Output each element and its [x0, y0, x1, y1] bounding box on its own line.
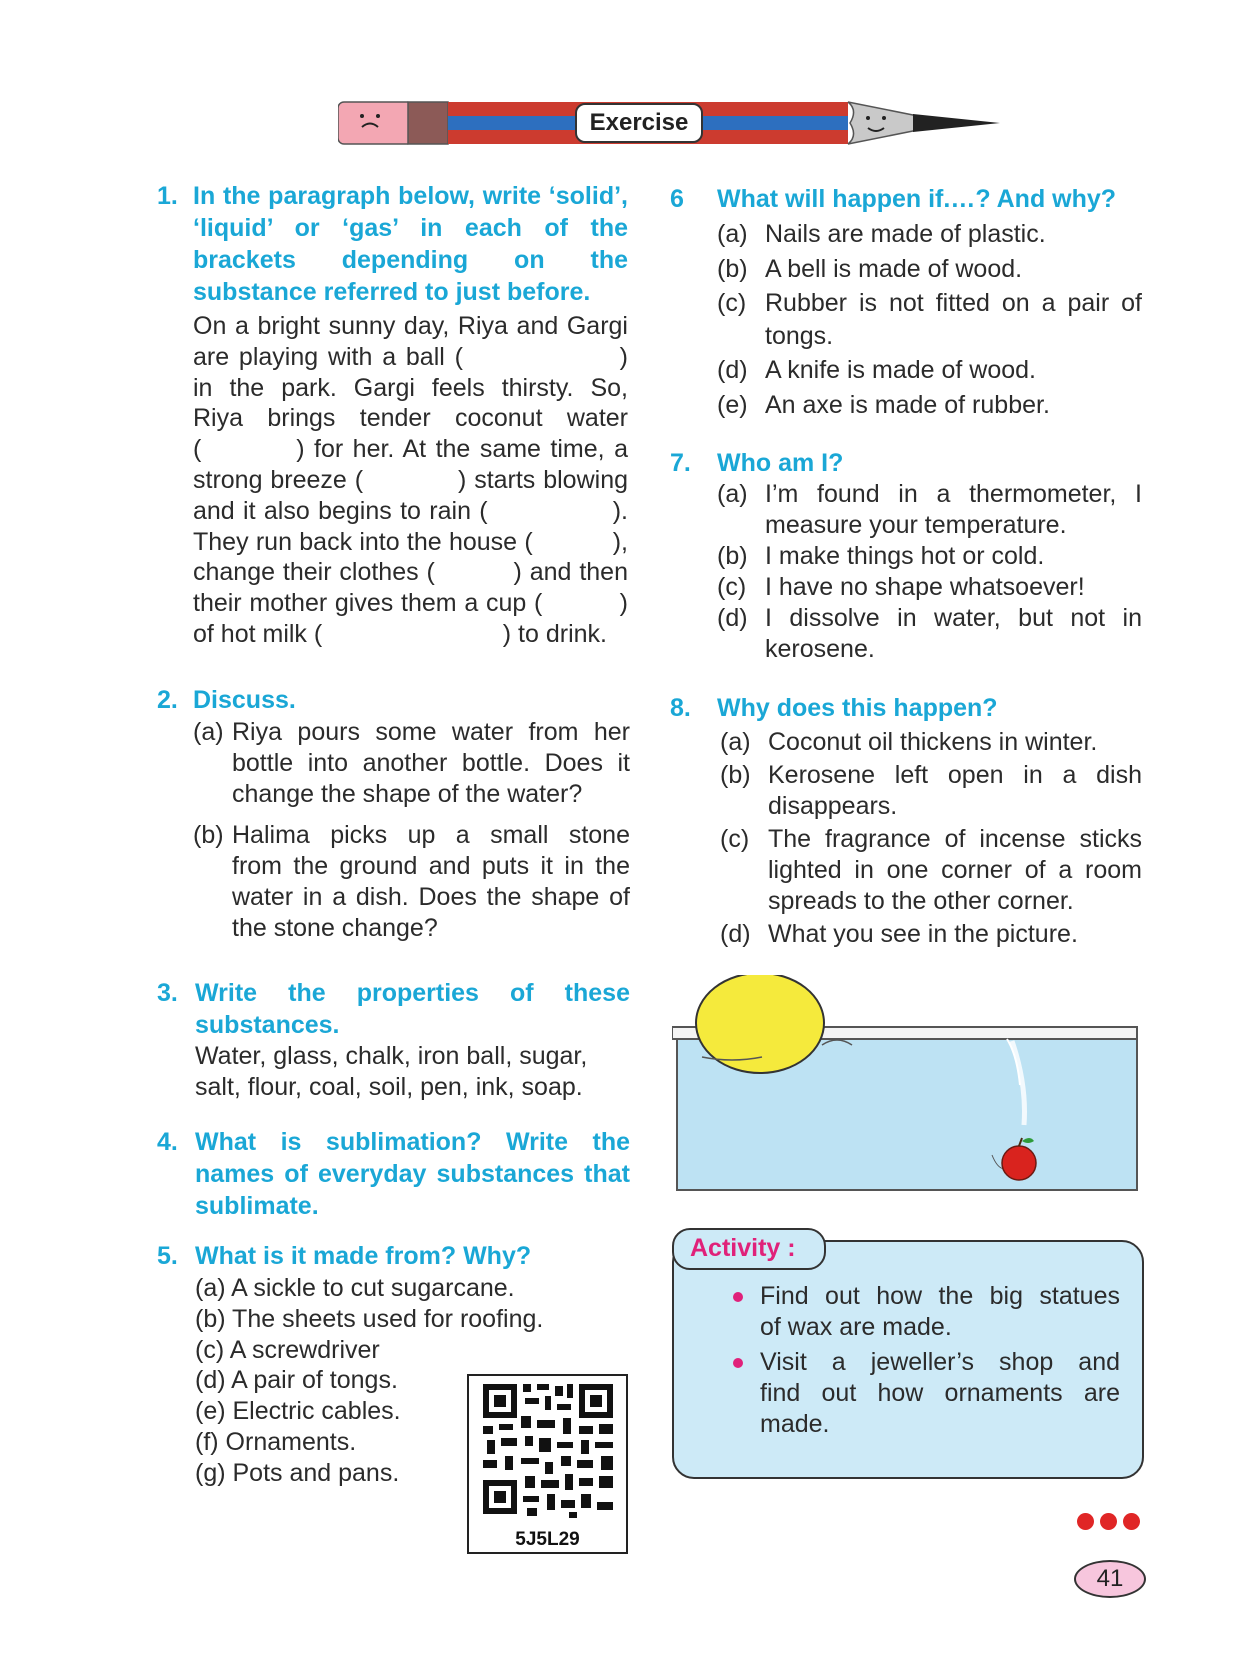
paragraph-line: They run back into the house ( ),	[193, 527, 628, 556]
list-item: (d) A pair of tongs.	[195, 1366, 398, 1395]
q2-item	[193, 820, 630, 944]
item-label: (a)	[720, 728, 751, 756]
decorative-dots	[1077, 1513, 1143, 1531]
qr-code-icon	[469, 1376, 626, 1526]
q6-item	[717, 354, 1142, 387]
q8-item	[720, 919, 1142, 950]
item-text-line: Kerosene left open in a dish	[768, 761, 1142, 789]
question-1-paragraph	[193, 311, 628, 650]
question-8-items	[720, 727, 1142, 952]
question-8-title: Why does this happen?	[717, 694, 998, 722]
item-label: (a)	[717, 220, 748, 248]
question-7-items	[717, 479, 1142, 665]
q7-item	[717, 479, 1142, 541]
activity-text-line: Find out how the big statues	[760, 1282, 1120, 1310]
item-text-line: from the ground and puts it in the	[232, 852, 630, 880]
question-number-8: 8.	[670, 694, 691, 722]
q7-item	[717, 603, 1142, 665]
question-4-title	[195, 1126, 630, 1222]
item-text-line: Riya pours some water from her	[232, 718, 630, 746]
item-text-line: Nails are made of plastic.	[765, 220, 1046, 248]
question-number-5: 5.	[157, 1242, 178, 1270]
question-number-3: 3.	[157, 979, 178, 1007]
question-1-title: In the paragraph below, write ‘solid’, ‘liquid’ or ‘gas’ in each of the brackets depending on the substance referred to just before.	[193, 182, 628, 306]
question-5-title: What is it made from? Why?	[195, 1242, 532, 1270]
item-text-line: tongs.	[765, 321, 834, 350]
list-item: (f) Ornaments.	[195, 1427, 357, 1456]
bullet-icon	[733, 1358, 743, 1368]
item-label: (d)	[720, 920, 751, 948]
item-text-line: disappears.	[768, 792, 898, 820]
paragraph-line: strong breeze ( ) starts blowing	[193, 465, 628, 494]
q7-item	[717, 541, 1142, 572]
title-line: names of everyday substances that	[195, 1160, 630, 1188]
paragraph-line: ( ) for her. At the same time, a	[193, 435, 628, 464]
item-text-line: The fragrance of incense sticks	[768, 825, 1142, 853]
item-text-line: measure your temperature.	[765, 511, 1067, 539]
item-label: (d)	[717, 604, 748, 632]
activity-items	[760, 1281, 1120, 1444]
list-item: (a) A sickle to cut sugarcane.	[195, 1274, 515, 1302]
paragraph-line: On a bright sunny day, Riya and Gargi	[193, 312, 628, 340]
item-text-line: spreads to the other corner.	[768, 887, 1074, 915]
title-line: Write the properties of these	[195, 979, 630, 1007]
list-item: (b) The sheets used for roofing.	[195, 1304, 544, 1333]
floating-ball-sinking-apple-illustration	[672, 975, 1142, 1193]
item-text-line: What you see in the picture.	[768, 920, 1078, 948]
item-label: (d)	[717, 356, 748, 384]
activity-item	[760, 1347, 1120, 1440]
paragraph-line: their mother gives them a cup ( )	[193, 589, 628, 618]
water-tank-picture	[672, 975, 1142, 1193]
question-3-title	[195, 977, 630, 1041]
item-label: (b)	[720, 761, 751, 789]
paragraph-line: and it also begins to rain ( ).	[193, 496, 628, 525]
paragraph-line: Riya brings tender coconut water	[193, 404, 628, 433]
title-line: What is sublimation? Write the	[195, 1128, 630, 1156]
item-label: (e)	[717, 390, 748, 419]
activity-title: Activity :	[690, 1234, 796, 1262]
item-text-line: An axe is made of rubber.	[765, 390, 1050, 419]
question-number-6: 6	[670, 185, 684, 213]
activity-item	[760, 1281, 1120, 1343]
item-text-line: the stone change?	[232, 914, 438, 942]
item-label: (c)	[720, 825, 750, 853]
item-text-line: Halima picks up a small stone	[232, 821, 630, 849]
page-number: 41	[1074, 1560, 1146, 1598]
text-line: salt, flour, coal, soil, pen, ink, soap.	[195, 1073, 583, 1101]
paragraph-line: of hot milk ( ) to drink.	[193, 619, 607, 648]
paragraph-line: change their clothes ( ) and then	[193, 558, 628, 587]
item-text-line: lighted in one corner of a room	[768, 856, 1142, 884]
item-text-line: Coconut oil thickens in winter.	[768, 728, 1098, 756]
item-label: (b)	[717, 254, 748, 283]
item-text-line: I’m found in a thermometer, I	[765, 480, 1142, 508]
question-number-4: 4.	[157, 1128, 178, 1156]
item-text-line: I have no shape whatsoever!	[765, 573, 1085, 601]
question-6-title: What will happen if.…? And why?	[717, 185, 1117, 213]
q8-item	[720, 824, 1142, 917]
item-label: (a)	[193, 718, 224, 746]
item-text-line: A knife is made of wood.	[765, 356, 1036, 384]
item-label: (b)	[717, 542, 748, 570]
item-label: (c)	[717, 289, 747, 317]
activity-text-line: find out how ornaments are	[760, 1379, 1120, 1407]
item-text-line: change the shape of the water?	[232, 780, 583, 808]
question-3-text	[195, 1041, 630, 1103]
q6-item	[717, 389, 1142, 422]
paragraph-line: are playing with a ball ( )	[193, 342, 628, 371]
activity-text-line: of wax are made.	[760, 1313, 952, 1341]
qr-code	[467, 1374, 628, 1554]
item-label: (b)	[193, 821, 224, 849]
question-number-7: 7.	[670, 449, 691, 477]
q8-item	[720, 727, 1142, 758]
item-text-line: A bell is made of wood.	[765, 254, 1023, 283]
question-2-items	[193, 717, 630, 954]
qr-code-label: 5J5L29	[515, 1529, 580, 1550]
list-item: (c) A screwdriver	[195, 1335, 380, 1364]
item-label: (a)	[717, 480, 748, 508]
q6-item	[717, 287, 1142, 352]
title-line: sublimate.	[195, 1192, 319, 1220]
item-text-line: I make things hot or cold.	[765, 542, 1045, 570]
list-item: (e) Electric cables.	[195, 1397, 401, 1426]
title-line: substances.	[195, 1011, 340, 1039]
q6-item	[717, 253, 1142, 286]
exercise-title: Exercise	[575, 103, 703, 143]
question-6-items	[717, 218, 1142, 423]
activity-text-line: made.	[760, 1410, 830, 1438]
question-number-2: 2.	[157, 686, 178, 714]
activity-text-line: Visit a jeweller’s shop and	[760, 1348, 1120, 1376]
q8-item	[720, 760, 1142, 822]
question-2-title: Discuss.	[193, 686, 296, 714]
bullet-icon	[733, 1292, 743, 1302]
item-label: (c)	[717, 573, 747, 601]
text-line: Water, glass, chalk, iron ball, sugar,	[195, 1042, 588, 1070]
item-text-line: I dissolve in water, but not in	[765, 604, 1142, 632]
list-item: (g) Pots and pans.	[195, 1458, 400, 1487]
question-number-1: 1.	[157, 182, 178, 210]
item-text-line: water in a dish. Does the shape of	[232, 883, 630, 911]
q7-item	[717, 572, 1142, 603]
q2-item	[193, 717, 630, 810]
item-text-line: Rubber is not fitted on a pair of	[765, 289, 1142, 317]
item-text-line: bottle into another bottle. Does it	[232, 749, 630, 777]
question-7-title: Who am I?	[717, 449, 844, 477]
q6-item	[717, 218, 1142, 251]
paragraph-line: in the park. Gargi feels thirsty. So,	[193, 373, 628, 402]
question-5-items	[195, 1273, 544, 1489]
item-text-line: kerosene.	[765, 635, 875, 663]
